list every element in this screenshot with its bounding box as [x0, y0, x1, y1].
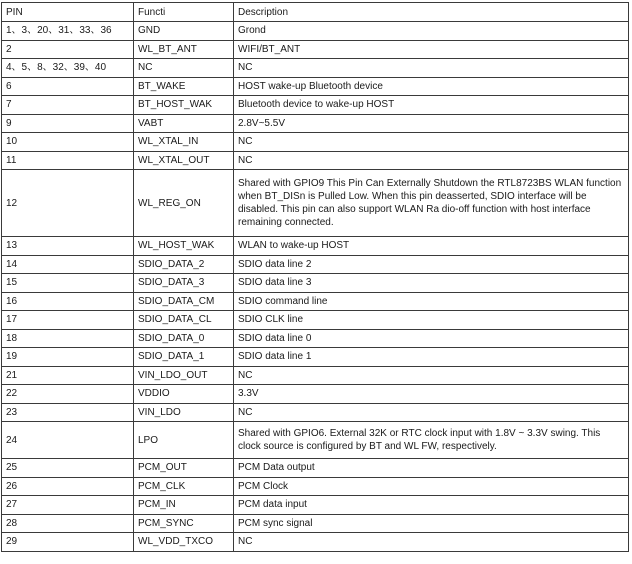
function-cell: SDIO_DATA_CM [134, 292, 234, 311]
table-row [2, 311, 629, 330]
pin-cell: 10 [2, 133, 134, 152]
function-cell: SDIO_DATA_CL [134, 311, 234, 330]
description-cell: 2.8V~5.5V [234, 114, 629, 133]
description-cell: NC [234, 366, 629, 385]
function-cell: SDIO_DATA_1 [134, 348, 234, 367]
description-cell: Shared with GPIO6. External 32K or RTC clock input with 1.8V ~ 3.3V swing. This clock source is configured by BT and WL FW, respectively. [234, 422, 629, 459]
function-cell: VIN_LDO [134, 403, 234, 422]
description-cell: NC [234, 59, 629, 78]
function-cell: SDIO_DATA_3 [134, 274, 234, 293]
function-cell: WL_VDD_TXCO [134, 533, 234, 552]
function-cell: NC [134, 59, 234, 78]
description-cell: WIFI/BT_ANT [234, 40, 629, 59]
table-row [2, 496, 629, 515]
table-row [2, 292, 629, 311]
table-row [2, 385, 629, 404]
description-cell: NC [234, 151, 629, 170]
pin-cell: 15 [2, 274, 134, 293]
description-cell: PCM data input [234, 496, 629, 515]
table-row [2, 133, 629, 152]
description-cell: SDIO command line [234, 292, 629, 311]
pin-cell: 16 [2, 292, 134, 311]
table-row [2, 403, 629, 422]
pin-cell: 13 [2, 237, 134, 256]
description-cell: 3.3V [234, 385, 629, 404]
function-cell: SDIO_DATA_0 [134, 329, 234, 348]
description-cell: SDIO CLK line [234, 311, 629, 330]
table-row [2, 237, 629, 256]
table-row [2, 274, 629, 293]
pin-cell: 12 [2, 170, 134, 237]
description-cell: PCM sync signal [234, 514, 629, 533]
function-cell: BT_WAKE [134, 77, 234, 96]
header-function: Functi [134, 3, 234, 22]
header-row [2, 3, 629, 22]
pin-cell: 17 [2, 311, 134, 330]
function-cell: PCM_SYNC [134, 514, 234, 533]
table-row [2, 151, 629, 170]
description-cell: NC [234, 403, 629, 422]
function-cell: PCM_IN [134, 496, 234, 515]
pin-cell: 11 [2, 151, 134, 170]
description-cell: Shared with GPIO9 This Pin Can Externally Shutdown the RTL8723BS WLAN function when BT_DISn is Pulled Low. When this pin deasserted, SDIO interface will be disabled. This pin can also support WLAN Ra dio-off function with host interface remaining connected. [234, 170, 629, 237]
function-cell: VDDIO [134, 385, 234, 404]
pin-definition-table [1, 2, 629, 552]
function-cell: WL_BT_ANT [134, 40, 234, 59]
function-cell: WL_XTAL_IN [134, 133, 234, 152]
pin-cell: 19 [2, 348, 134, 367]
pin-cell: 24 [2, 422, 134, 459]
pin-cell: 1、3、20、31、33、36 [2, 22, 134, 41]
description-cell: NC [234, 133, 629, 152]
pin-cell: 23 [2, 403, 134, 422]
header-description: Description [234, 3, 629, 22]
table-row [2, 59, 629, 78]
function-cell: VABT [134, 114, 234, 133]
pin-cell: 2 [2, 40, 134, 59]
table-row [2, 533, 629, 552]
table-row [2, 348, 629, 367]
function-cell: WL_REG_ON [134, 170, 234, 237]
table-row [2, 22, 629, 41]
function-cell: BT_HOST_WAK [134, 96, 234, 115]
pin-cell: 27 [2, 496, 134, 515]
pin-cell: 28 [2, 514, 134, 533]
pin-cell: 6 [2, 77, 134, 96]
description-cell: SDIO data line 1 [234, 348, 629, 367]
table-row [2, 40, 629, 59]
function-cell: PCM_OUT [134, 459, 234, 478]
table-row [2, 170, 629, 237]
pin-cell: 29 [2, 533, 134, 552]
function-cell: WL_XTAL_OUT [134, 151, 234, 170]
function-cell: GND [134, 22, 234, 41]
description-cell: WLAN to wake-up HOST [234, 237, 629, 256]
description-cell: Grond [234, 22, 629, 41]
table-row [2, 329, 629, 348]
description-cell: PCM Data output [234, 459, 629, 478]
table-row [2, 255, 629, 274]
pin-cell: 21 [2, 366, 134, 385]
description-cell: HOST wake-up Bluetooth device [234, 77, 629, 96]
function-cell: SDIO_DATA_2 [134, 255, 234, 274]
table-row [2, 366, 629, 385]
pin-cell: 9 [2, 114, 134, 133]
table-row [2, 422, 629, 459]
pin-cell: 14 [2, 255, 134, 274]
pin-cell: 26 [2, 477, 134, 496]
table-row [2, 96, 629, 115]
table-row [2, 77, 629, 96]
function-cell: LPO [134, 422, 234, 459]
table-row [2, 459, 629, 478]
description-cell: SDIO data line 0 [234, 329, 629, 348]
description-cell: Bluetooth device to wake-up HOST [234, 96, 629, 115]
description-cell: SDIO data line 3 [234, 274, 629, 293]
function-cell: WL_HOST_WAK [134, 237, 234, 256]
pin-cell: 4、5、8、32、39、40 [2, 59, 134, 78]
pin-cell: 25 [2, 459, 134, 478]
pin-cell: 22 [2, 385, 134, 404]
function-cell: VIN_LDO_OUT [134, 366, 234, 385]
description-cell: PCM Clock [234, 477, 629, 496]
description-cell: NC [234, 533, 629, 552]
table-row [2, 114, 629, 133]
description-cell: SDIO data line 2 [234, 255, 629, 274]
function-cell: PCM_CLK [134, 477, 234, 496]
table-row [2, 514, 629, 533]
pin-cell: 7 [2, 96, 134, 115]
table-row [2, 477, 629, 496]
pin-cell: 18 [2, 329, 134, 348]
header-pin: PIN [2, 3, 134, 22]
